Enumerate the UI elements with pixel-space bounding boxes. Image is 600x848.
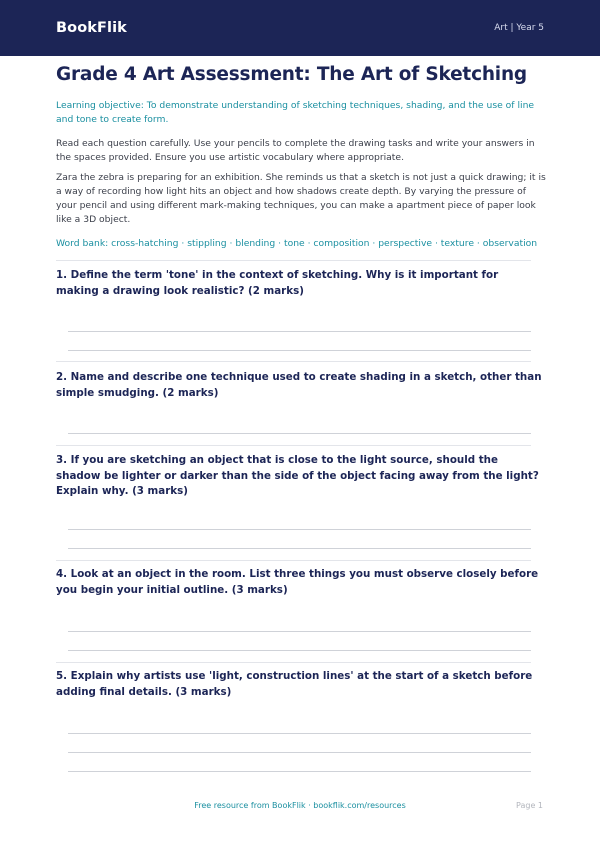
question-separator [56, 560, 531, 561]
subject-year-label: Art | Year 5 [494, 23, 544, 33]
question-1: 1. Define the term 'tone' in the context of sketching. Why is it important for making a drawing look realistic? (2 marks) [56, 269, 499, 297]
footer-link[interactable]: Free resource from BookFlik · bookflik.com/resources [194, 801, 406, 810]
answer-line-q5-1[interactable] [68, 733, 531, 734]
answer-line-q5-3[interactable] [68, 771, 531, 772]
brand-logo-text[interactable]: BookFlik [56, 20, 127, 36]
header-bar [0, 0, 600, 56]
answer-line-q3-2[interactable] [68, 548, 531, 549]
question-separator [56, 361, 531, 362]
question-4: 4. Look at an object in the room. List three things you must observe closely before you begin your initial outline. (3 marks) [56, 568, 539, 596]
answer-line-q5-2[interactable] [68, 752, 531, 753]
question-separator [56, 260, 531, 261]
answer-line-q2-1[interactable] [68, 433, 531, 434]
question-5: 5. Explain why artists use 'light, construction lines' at the start of a sketch before adding final details. (3 marks) [56, 670, 533, 698]
page-title: Grade 4 Art Assessment: The Art of Sketching [56, 64, 527, 85]
footer [0, 801, 600, 815]
answer-line-q3-1[interactable] [68, 529, 531, 530]
instructions-paragraph: Read each question carefully. Use your pencils to complete the drawing tasks and write your answers in the spaces provided. Ensure you use artistic vocabulary where appropriate. [56, 138, 535, 163]
question-separator [56, 445, 531, 446]
word-bank: Word bank: cross-hatching · stippling · blending · tone · composition · perspective · texture · observation [56, 238, 538, 249]
answer-line-q4-2[interactable] [68, 650, 531, 651]
answer-line-q4-1[interactable] [68, 631, 531, 632]
learning-objective: Learning objective: To demonstrate understanding of sketching techniques, shading, and the use of line and tone to create form. [56, 100, 535, 125]
page-number: Page 1 [516, 801, 543, 810]
question-separator [56, 662, 531, 663]
question-3: 3. If you are sketching an object that is close to the light source, should the shadow be lighter or darker than the side of the object facing away from the light? Explain why. (3 marks) [56, 454, 539, 497]
answer-line-q1-1[interactable] [68, 331, 531, 332]
question-2: 2. Name and describe one technique used to create shading in a sketch, other than simple smudging. (2 marks) [56, 371, 542, 399]
intro-paragraph: Zara the zebra is preparing for an exhibition. She reminds us that a sketch is not just a quick drawing; it is a way of recording how light hits an object and how shadows create depth. By varying the pressure of your pencil and using different mark-making techniques, you can make a apartment piece of paper look like a 3D object. [56, 172, 546, 225]
answer-line-q1-2[interactable] [68, 350, 531, 351]
